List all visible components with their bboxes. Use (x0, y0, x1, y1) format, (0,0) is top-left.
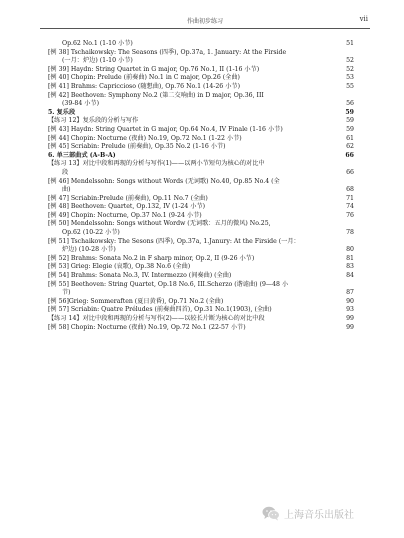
toc-entry-page: 81 (346, 254, 354, 262)
toc-entry (48, 220, 354, 229)
toc-entry (48, 178, 354, 187)
toc-entry (48, 135, 354, 144)
toc-entry (48, 126, 354, 135)
toc-entry-title: [例 52] Brahms: Sonata No.2 in F sharp minor, Op.2, II (9-26 小节) (48, 254, 255, 262)
toc-entry-title: [例 56]Grieg: Sommeraften (夏日黄昏), Op.71 No.2 (全曲) (48, 297, 224, 305)
toc-entry (48, 40, 354, 49)
toc-entry-title: 【练习 14】对比中段和再现的分析与写作(2)——以较长片断为核心的对比中段 (48, 315, 265, 322)
toc-entry (48, 143, 354, 152)
toc-entry (48, 57, 354, 66)
toc-entry (48, 281, 354, 290)
toc-entry (48, 92, 354, 101)
toc-entry (48, 117, 354, 126)
toc-entry-page: 66 (345, 151, 354, 159)
toc-entry-page: 90 (346, 297, 354, 305)
toc-entry (48, 263, 354, 272)
toc-entry (48, 49, 354, 58)
toc-entry (48, 186, 354, 195)
toc-entry-page: 52 (346, 65, 354, 73)
toc-entry-page: 99 (346, 315, 354, 322)
toc-entry-title: [例 54] Brahms: Sonata No.3, IV. Intermezzo (间奏曲) (全曲) (48, 272, 232, 280)
toc-entry-title: [例 47] Scriabin:Prelude (前奏曲), Op.11 No.7 (全曲) (48, 194, 208, 202)
toc-entry (48, 324, 354, 333)
toc-entry-page: 59 (345, 108, 354, 116)
toc-entry (48, 74, 354, 83)
toc-entry (48, 229, 354, 238)
toc-entry-page: 80 (346, 246, 354, 254)
toc-entry-title: [例 41] Brahms: Capriccioso (随想曲), Op.76 No.1 (14-26 小节) (48, 82, 240, 90)
toc-entry-title: [例 50] Mendelssohn: Songs without Wordw (无词歌：五月的微风) No.25, (48, 220, 271, 228)
wechat-icon (262, 506, 280, 521)
toc-entry (48, 289, 354, 298)
toc-entry-title: 曲) (62, 186, 71, 194)
toc-entry-title: [例 58] Chopin: Nocturne (夜曲) No.19, Op.72 No.1 (22-57 小节) (48, 323, 246, 331)
toc-entry-title: [例 38] Tschaikowsky: The Seasons (四季), Op.37a, 1. January: At the Firside (48, 48, 287, 56)
toc-entry-page: 51 (346, 40, 354, 47)
toc-entry-page: 87 (346, 289, 354, 297)
toc-entry-page: 84 (346, 272, 354, 280)
toc-entry (48, 238, 354, 247)
watermark-text: 上海音乐出版社 (284, 509, 354, 521)
toc-entry-title: [例 44] Chopin: Nocturne (夜曲) No.19, Op.72 No.1 (1-22 小节) (48, 134, 242, 142)
toc-entry (48, 195, 354, 204)
header-page-number: vii (359, 15, 368, 23)
toc-entry-page: 56 (346, 100, 354, 108)
toc-entry-title: [例 57] Scriabin: Quatre Préludes (前奏曲四首), Op.31 No.1(1903), (全曲) (48, 306, 272, 314)
toc-entry-title: [例 55] Beethoven: String Quartet, Op.18 No.6, III.Scherzo (谐谑曲) (9—48 小 (48, 280, 289, 288)
running-header (40, 14, 370, 29)
toc-entry (48, 100, 354, 109)
toc-entry (48, 203, 354, 212)
toc-entry-title: 6. 单三部曲式 (A-B-A) (48, 151, 116, 159)
toc-entry-page: 83 (346, 263, 354, 271)
toc-entry-title: 炉边) (10-28 小节) (62, 246, 116, 254)
toc-entry-title: 段 (62, 168, 69, 176)
toc-entry-title: [例 53] Grieg: Elegie (哀歌), Op.38 No.6 (全曲) (48, 263, 191, 271)
toc-entry (48, 83, 354, 92)
toc-entry-page: 99 (346, 323, 354, 331)
toc-entry-title: [例 42] Beethoven: Symphony No.2 (第二交响曲) in D major, Op.36, III (48, 91, 264, 99)
toc-entry-page: 74 (346, 203, 354, 211)
toc-entry-title: Op.62 No.1 (1-10 小节) (62, 40, 133, 47)
toc-entry (48, 315, 354, 324)
toc-entry-page: 52 (346, 57, 354, 65)
toc-entry (48, 169, 354, 178)
table-of-contents (48, 40, 354, 332)
toc-entry-page: 59 (346, 125, 354, 133)
toc-entry-page: 53 (346, 74, 354, 82)
toc-entry (48, 160, 354, 169)
toc-entry-title: Op.62 (10-22 小节) (62, 229, 120, 237)
toc-entry (48, 246, 354, 255)
toc-entry-title: [例 39] Haydn: String Quartet in G major, Op.76 No.1, II (1-16 小节) (48, 65, 260, 73)
toc-entry-title: (一月：炉边) (1-10 小节) (62, 57, 133, 65)
toc-entry (48, 272, 354, 281)
toc-entry-page: 78 (346, 229, 354, 237)
toc-entry-title: 【练习 12】复乐段的分析与写作 (48, 117, 139, 125)
toc-entry-title: [例 40] Chopin: Prelude (前奏曲) No.1 in C major, Op.26 (全曲) (48, 74, 240, 82)
toc-entry-title: 【练习 13】对比中段和再现的分析与写作(1)——以两小节短句为核心的对比中 (48, 160, 265, 168)
toc-entry-title: (39-84 小节) (62, 100, 100, 108)
toc-entry-title: 节) (62, 289, 71, 297)
toc-entry-title: [例 43] Haydn: String Quartet in G major, Op.64 No.4, IV Finale (1-16 小节) (48, 125, 283, 133)
toc-entry-page: 71 (346, 194, 354, 202)
toc-entry-title: 5. 复乐段 (48, 108, 76, 116)
watermark (262, 504, 354, 522)
toc-entry-title: [例 48] Beethoven: Quartet, Op.132, IV (1-24 小节) (48, 203, 206, 211)
toc-entry-page: 93 (346, 306, 354, 314)
toc-entry-title: [例 49] Chopin: Nocturne, Op.37 No.1 (9-24 小节) (48, 211, 202, 219)
toc-entry-page: 55 (346, 82, 354, 90)
toc-entry-page: 61 (346, 134, 354, 142)
toc-entry (48, 306, 354, 315)
header-title: 作曲初步练习 (186, 18, 223, 25)
toc-entry-page: 68 (346, 186, 354, 194)
toc-entry-page: 62 (346, 143, 354, 151)
toc-entry-page: 59 (346, 117, 354, 125)
toc-entry-title: [例 51] Tschaikowsky: The Sesons (四季), Op.37a, 1.Janury: At the Firside (一月： (48, 237, 300, 245)
toc-entry-title: [例 46] Mendelssohn: Songs without Words (无词歌) No.40, Op.85 No.4 (全 (48, 177, 280, 185)
toc-entry-page: 76 (346, 211, 354, 219)
toc-entry-page: 66 (346, 168, 354, 176)
toc-entry-title: [例 45] Scriabin: Prelude (前奏曲), Op.35 No.2 (1-16 小节) (48, 143, 226, 151)
